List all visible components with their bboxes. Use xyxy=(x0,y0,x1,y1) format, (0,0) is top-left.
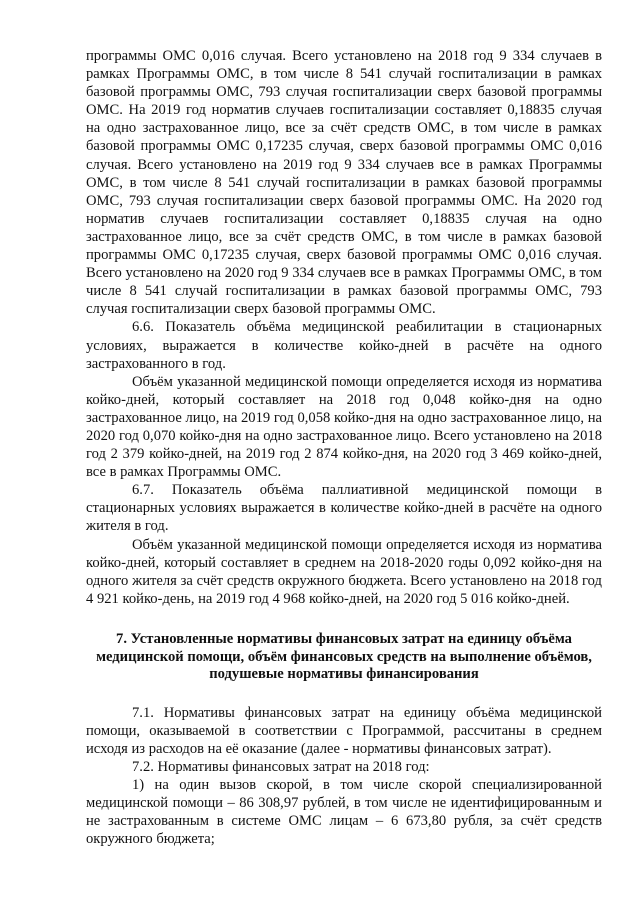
document-page xyxy=(86,47,602,848)
paragraph-palliative-volume: Объём указанной медицинской помощи определяется исходя из норматива койко-дней, который составляет в среднем на 2018-2020 годы 0,092 койко-дня на одного жителя за счёт средств окружного бюджета. Всего установлено на 2018 год 4 921 койко-день, на 2019 год 4 968 койко-дней, на 2020 год 5 016 койко-дней. xyxy=(86,536,602,607)
paragraph-7-1: 7.1. Нормативы финансовых затрат на единицу объёма медицинской помощи, оказываемой в соответствии с Программой, рассчитаны в среднем исходя из расходов на её оказание (далее - нормативы финансовых затрат). xyxy=(86,704,602,757)
paragraph-rehabilitation-volume: Объём указанной медицинской помощи определяется исходя из норматива койко-дней, который составляет на 2018 год 0,048 койко-дня на одно застрахованное лицо, на 2019 год 0,058 койко-дня на одно застрахованное лицо, на 2020 год 0,070 койко-дня на одно застрахованное лицо. Всего установлено на 2018 год 2 379 койко-дней, на 2019 год 2 874 койко-дня, на 2020 год 3 469 койко-дней, все в рамках Программы ОМС. xyxy=(86,373,602,481)
paragraph-hospitalization-norms: программы ОМС 0,016 случая. Всего установлено на 2018 год 9 334 случаев в рамках Программы ОМС, в том числе 8 541 случай госпитализации в рамках базовой программы ОМС, 793 случая госпитализации сверх базовой программы ОМС. На 2019 год норматив случаев госпитализации составляет 0,18835 случая на одно застрахованное лицо, все за счёт средств ОМС, в том числе в рамках базовой программы ОМС 0,17235 случая, сверх базовой программы ОМС 0,016 случая. Всего установлено на 2019 год 9 334 случаев все в рамках Программы ОМС, в том числе 8 541 случай госпитализации в рамках базовой программы ОМС, 793 случая госпитализации сверх базовой программы ОМС. На 2020 год норматив случаев госпитализации составляет 0,18835 случая на одно застрахованное лицо, все за счёт средств ОМС, в том числе в рамках базовой программы ОМС 0,17235 случая, сверх базовой программы ОМС 0,016 случая. Всего установлено на 2020 год 9 334 случаев все в рамках Программы ОМС, в том числе 8 541 случай госпитализации в рамках базовой программы ОМС, 793 случая госпитализации сверх базовой программы ОМС. xyxy=(86,48,602,318)
paragraph-7-2-item-1: 1) на один вызов скорой, в том числе скорой специализированной медицинской помощи – 86 308,97 рублей, в том числе не идентифицированным и не застрахованным в системе ОМС лицам – 6 673,80 рубля, за счёт средств окружного бюджета; xyxy=(86,777,602,848)
paragraph-7-2: 7.2. Нормативы финансовых затрат на 2018 год: xyxy=(132,758,430,775)
paragraph-6-6-rehabilitation: 6.6. Показатель объёма медицинской реабилитации в стационарных условиях, выражается в количестве койко-дней в расчёте на одного застрахованного в год. xyxy=(86,319,602,372)
paragraph-6-7-palliative: 6.7. Показатель объёма паллиативной медицинской помощи в стационарных условиях выражается в количестве койко-дней в расчёте на одного жителя в год. xyxy=(86,482,602,535)
section-7-heading: 7. Установленные нормативы финансовых затрат на единицу объёма медицинской помощи, объём финансовых средств на выполнение объёмов, подушевые нормативы финансирования xyxy=(96,630,592,683)
